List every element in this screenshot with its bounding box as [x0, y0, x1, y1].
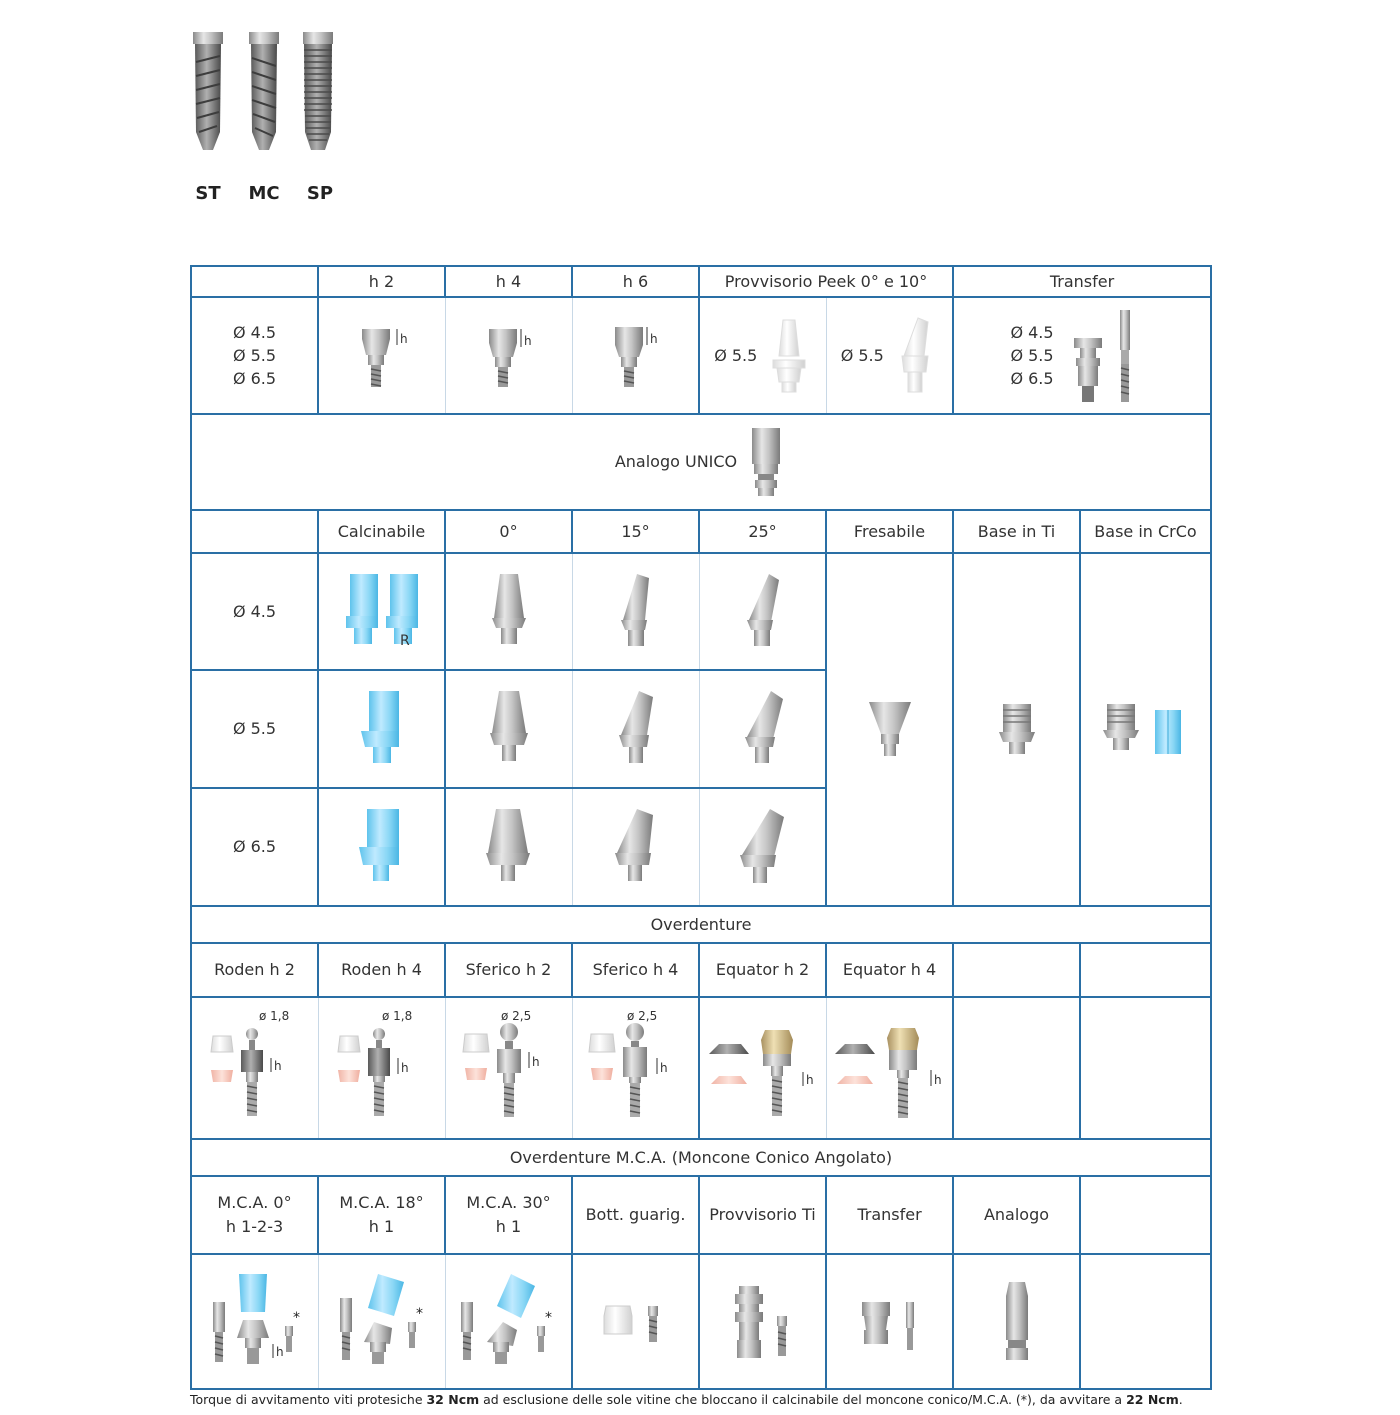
header-mca-30: [445, 1176, 572, 1254]
mca-0-image: [205, 1272, 305, 1372]
h-mark: h: [934, 1073, 942, 1087]
torque-footnote: [190, 1392, 1183, 1407]
mca-title: Overdenture M.C.A. (Moncone Conico Angolato): [191, 1139, 1211, 1176]
empty-header-cell: [191, 510, 318, 553]
bott-guarig-cell: [572, 1254, 699, 1389]
abutment-25-6-5-cell: [699, 788, 826, 906]
header-line-1: M.C.A. 0°: [217, 1193, 292, 1212]
healing-abutment-h4-image: [479, 321, 539, 391]
abutment-25-deg-image: [734, 807, 790, 887]
header-equator-h2: Equator h 2: [699, 943, 826, 997]
base-ti-cell: [953, 553, 1080, 906]
empty-header-cell: [953, 943, 1080, 997]
mca-30-cell: [445, 1254, 572, 1389]
transfer-diameter: Ø 6.5: [1010, 369, 1054, 388]
footnote-torque-32: 32 Ncm: [426, 1392, 480, 1407]
calcinabile-6-5-cell: [318, 788, 445, 906]
size-label: ø 2,5: [627, 1009, 658, 1023]
analogo-unico-image: [747, 426, 787, 498]
healing-abutment-h2-image: [352, 321, 412, 391]
sferico-h4-image: [585, 1008, 685, 1128]
implant-label-st: ST: [195, 183, 221, 204]
header-provvisorio-ti: Provvisorio Ti: [699, 1176, 826, 1254]
header-h2: h 2: [318, 266, 445, 297]
mca-18-image: [332, 1272, 432, 1372]
abutment-0-5-5-cell: [445, 670, 572, 788]
mca-transfer-image: [850, 1272, 930, 1372]
empty-header-cell: [1080, 943, 1211, 997]
peek-10-image: [894, 316, 938, 396]
star-mark: *: [545, 1309, 553, 1326]
sferico-h4-cell: [572, 997, 699, 1139]
equator-h2-image: [705, 1008, 821, 1128]
header-15-deg: 15°: [572, 510, 699, 553]
header-mca-transfer: Transfer: [826, 1176, 953, 1254]
size-label: ø 1,8: [381, 1009, 412, 1023]
calcinabile-4-5-cell: [318, 553, 445, 670]
h-mark: h: [273, 1059, 282, 1073]
footnote-text: .: [1178, 1392, 1183, 1407]
mca-analogo-cell: [953, 1254, 1080, 1389]
provvisorio-ti-cell: [699, 1254, 826, 1389]
header-0-deg: 0°: [445, 510, 572, 553]
header-calcinabile: Calcinabile: [318, 510, 445, 553]
peek-0-image: [767, 316, 811, 396]
calcinabile-5-5-image: [357, 689, 407, 769]
h-mark: h: [805, 1073, 814, 1087]
row-diameter-5-5: Ø 5.5: [191, 670, 318, 788]
h-mark: h: [400, 1061, 409, 1075]
header-provvisorio-peek: Provvisorio Peek 0° e 10°: [699, 266, 953, 297]
header-line-1: M.C.A. 30°: [466, 1193, 551, 1212]
abutment-25-5-5-cell: [699, 670, 826, 788]
header-line-2: h 1-2-3: [225, 1217, 284, 1236]
header-base-ti: Base in Ti: [953, 510, 1080, 553]
header-line-2: h 1: [495, 1217, 522, 1236]
roden-h2-image: [205, 1008, 305, 1128]
abutment-15-4-5-cell: [572, 553, 699, 670]
abutment-15-deg-image: [611, 689, 661, 769]
header-line-1: M.C.A. 18°: [339, 1193, 424, 1212]
header-h6: h 6: [572, 266, 699, 297]
calcinabile-6-5-image: [357, 807, 407, 887]
healing-abutment-h2-cell: [318, 297, 445, 414]
sferico-h2-image: [459, 1008, 559, 1128]
abutment-25-4-5-cell: [699, 553, 826, 670]
diameter-label: Ø 6.5: [232, 369, 277, 388]
empty-header-cell: [1080, 1176, 1211, 1254]
components-table: [190, 265, 1212, 1390]
peek-10-cell: [826, 297, 953, 414]
star-mark: *: [292, 1309, 300, 1326]
header-mca-analogo: Analogo: [953, 1176, 1080, 1254]
h-mark: h: [531, 1055, 540, 1069]
row-diameter-6-5: Ø 6.5: [191, 788, 318, 906]
transfer-cell: [953, 297, 1211, 414]
abutment-0-4-5-cell: [445, 553, 572, 670]
base-ti-image: [997, 700, 1037, 760]
peek-0-cell: [699, 297, 826, 414]
diameters-cell: [191, 297, 318, 414]
mca-transfer-cell: [826, 1254, 953, 1389]
header-mca-0: [191, 1176, 318, 1254]
abutment-0-deg-image: [482, 807, 536, 887]
header-mca-18: [318, 1176, 445, 1254]
mca-18-cell: [318, 1254, 445, 1389]
sferico-h2-cell: [445, 997, 572, 1139]
implant-label-mc: MC: [248, 183, 280, 204]
abutment-25-deg-image: [737, 572, 787, 652]
header-sferico-h4: Sferico h 4: [572, 943, 699, 997]
implant-figures: [190, 28, 340, 204]
abutment-0-6-5-cell: [445, 788, 572, 906]
peek-0-diameter: Ø 5.5: [714, 346, 758, 365]
abutment-0-deg-image: [484, 689, 534, 769]
equator-h4-cell: [826, 997, 953, 1139]
mca-0-cell: [191, 1254, 318, 1389]
empty-header-cell: [191, 266, 318, 297]
fresabile-image: [865, 700, 915, 760]
abutment-15-6-5-cell: [572, 788, 699, 906]
footnote-torque-22: 22 Ncm: [1126, 1392, 1179, 1407]
fresabile-cell: [826, 553, 953, 906]
calcinabile-4-5-image: [332, 572, 432, 652]
base-crco-cell: [1080, 553, 1211, 906]
transfer-diameter: Ø 4.5: [1010, 323, 1054, 342]
h-mark: h: [399, 331, 408, 346]
empty-cell: [1080, 997, 1211, 1139]
transfer-diameter: Ø 5.5: [1010, 346, 1054, 365]
diameter-label: Ø 4.5: [232, 323, 277, 342]
abutment-0-deg-image: [484, 572, 534, 652]
size-label: ø 2,5: [500, 1009, 531, 1023]
abutment-25-deg-image: [737, 689, 787, 769]
healing-abutment-h4-cell: [445, 297, 572, 414]
header-h4: h 4: [445, 266, 572, 297]
h-mark: h: [275, 1344, 284, 1359]
equator-h2-cell: [699, 997, 826, 1139]
empty-cell: [953, 997, 1080, 1139]
roden-h4-image: [332, 1008, 432, 1128]
healing-abutment-h6-image: [605, 321, 665, 391]
analogo-unico-cell: [191, 414, 1211, 510]
size-label: ø 1,8: [258, 1009, 289, 1023]
h-mark: h: [660, 1061, 668, 1075]
base-crco-image: [1101, 700, 1191, 760]
calcinabile-5-5-cell: [318, 670, 445, 788]
transfer-image: [1064, 306, 1154, 406]
h-mark: h: [523, 333, 532, 348]
header-transfer: Transfer: [953, 266, 1211, 297]
star-mark: *: [415, 1305, 423, 1322]
equator-h4-image: [831, 1008, 947, 1128]
healing-abutment-h6-cell: [572, 297, 699, 414]
header-roden-h2: Roden h 2: [191, 943, 318, 997]
h-mark: h: [650, 331, 658, 346]
footnote-text: Torque di avvitamento viti protesiche: [190, 1392, 427, 1407]
row-diameter-4-5: Ø 4.5: [191, 553, 318, 670]
empty-cell: [1080, 1254, 1211, 1389]
header-25-deg: 25°: [699, 510, 826, 553]
abutment-15-5-5-cell: [572, 670, 699, 788]
analogo-unico-label: Analogo UNICO: [614, 452, 738, 471]
diameter-label: Ø 5.5: [232, 346, 277, 365]
header-roden-h4: Roden h 4: [318, 943, 445, 997]
header-bott-guarig: Bott. guarig.: [572, 1176, 699, 1254]
overdenture-title: Overdenture: [191, 906, 1211, 943]
header-sferico-h2: Sferico h 2: [445, 943, 572, 997]
header-line-2: h 1: [368, 1217, 395, 1236]
abutment-15-deg-image: [611, 572, 661, 652]
implant-illustration: [190, 28, 340, 158]
header-equator-h4: Equator h 4: [826, 943, 953, 997]
roden-h2-cell: [191, 997, 318, 1139]
footnote-text: ad esclusione delle sole vitine che bloccano il calcinabile del moncone conico/M.C.A. (*), da avvitare a: [479, 1392, 1127, 1407]
abutment-15-deg-image: [609, 807, 663, 887]
peek-10-diameter: Ø 5.5: [840, 346, 884, 365]
r-mark: R: [399, 632, 410, 649]
mca-analogo-image: [992, 1272, 1042, 1372]
roden-h4-cell: [318, 997, 445, 1139]
provvisorio-ti-image: [723, 1272, 803, 1372]
bott-guarig-image: [596, 1272, 676, 1372]
mca-30-image: [453, 1272, 563, 1372]
implant-label-sp: SP: [306, 183, 334, 204]
header-fresabile: Fresabile: [826, 510, 953, 553]
header-base-crco: Base in CrCo: [1080, 510, 1211, 553]
